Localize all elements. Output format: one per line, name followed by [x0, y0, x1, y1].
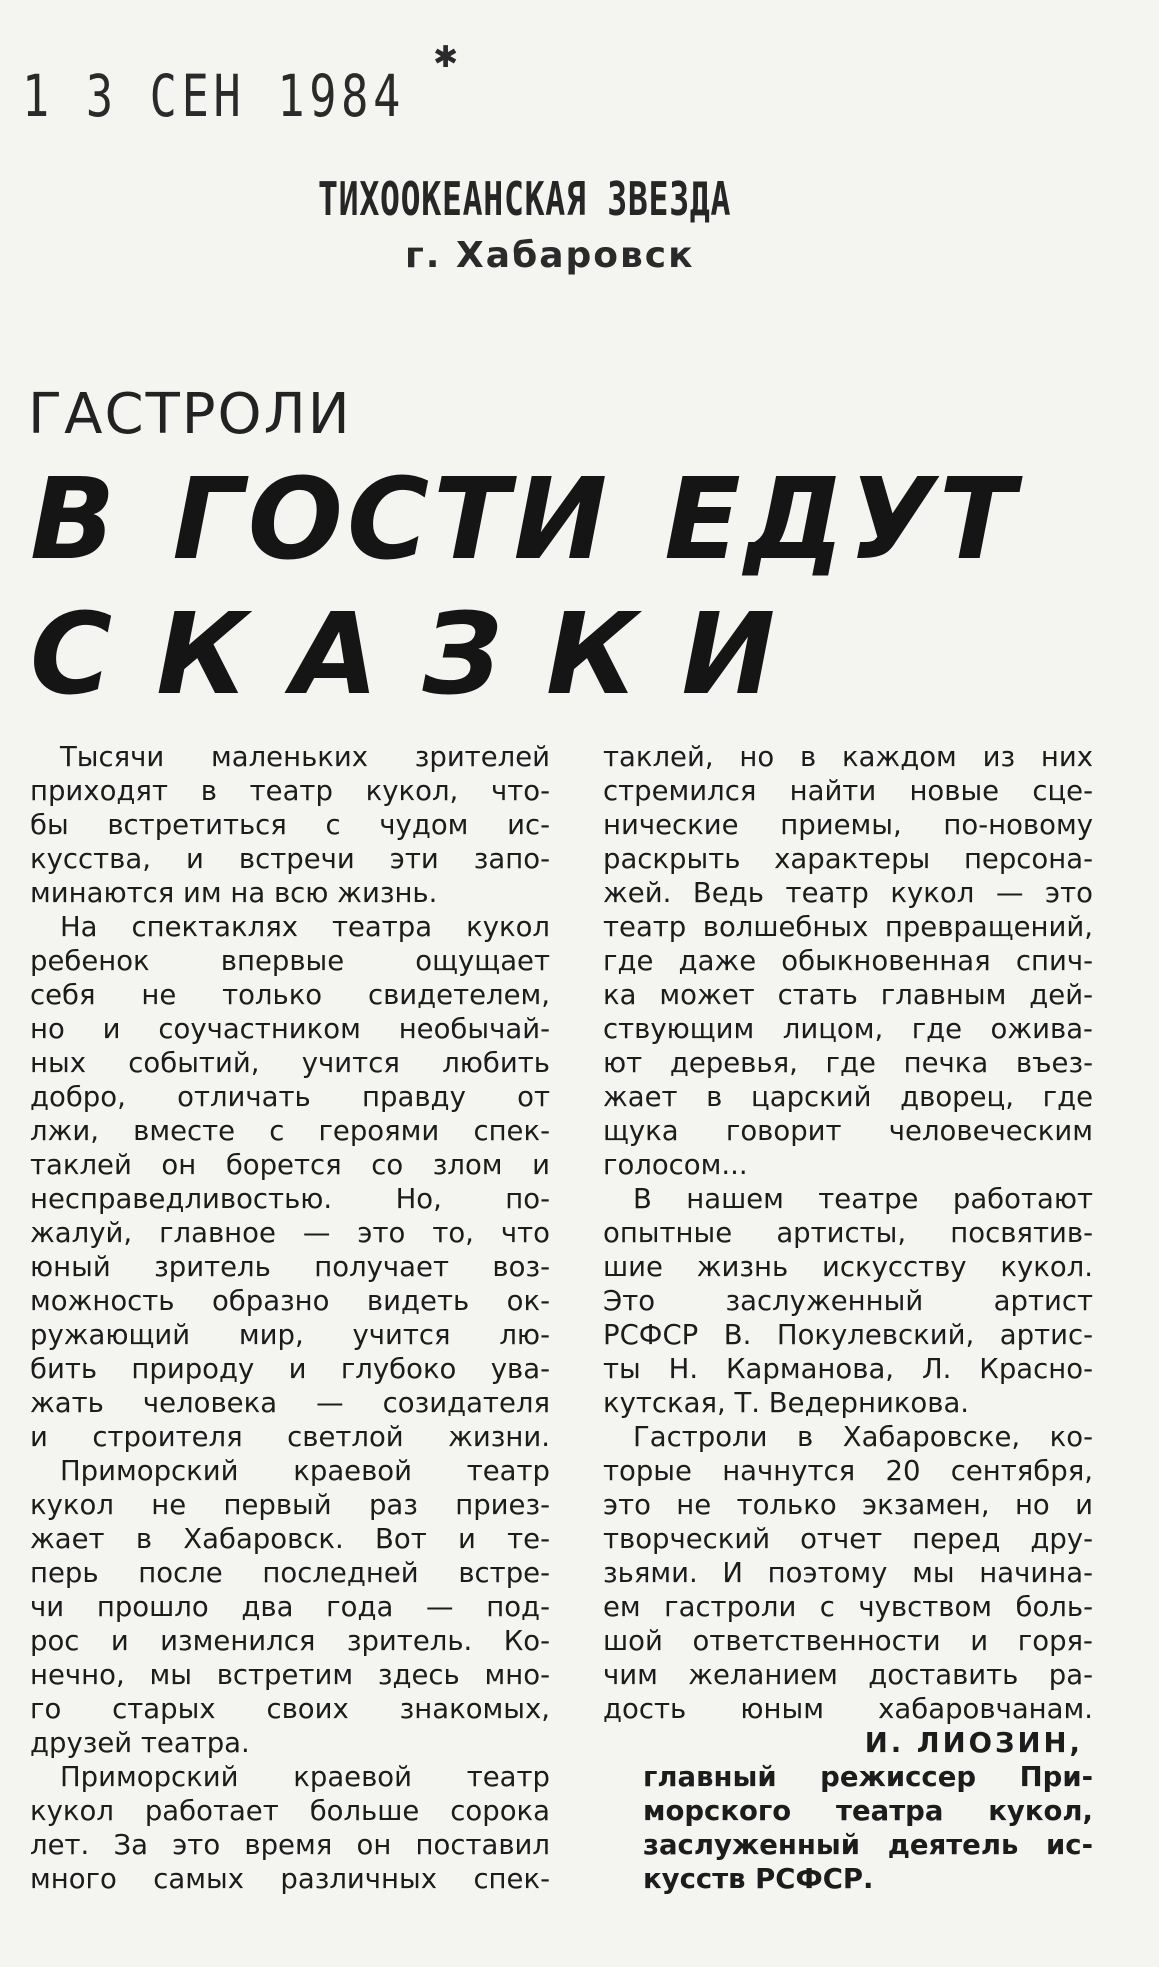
author-title-line: кусств РСФСР.: [643, 1863, 874, 1895]
text-line: ребенок впервые ощущает: [30, 945, 550, 977]
text-line: лжи, вместе с героями спек-: [30, 1115, 550, 1147]
text-line: ружающий мир, учится лю-: [30, 1319, 550, 1351]
text-line: го старых своих знакомых,: [30, 1693, 550, 1725]
text-line: творческий отчет перед дру-: [603, 1523, 1093, 1555]
text-line: чи прошло два года — под-: [30, 1591, 550, 1623]
text-line: Приморский краевой театр: [60, 1761, 550, 1793]
text-line: кусства, и встречи эти запо-: [30, 843, 550, 875]
text-line: нические приемы, по-новому: [603, 809, 1093, 841]
text-line: юный зритель получает воз-: [30, 1251, 550, 1283]
text-line: ем гастроли с чувством боль-: [603, 1591, 1093, 1623]
text-line: ствующим лицом, где ожива-: [603, 1013, 1093, 1045]
date-stamp: 1 3 СЕН 1984: [22, 62, 406, 130]
text-line: опытные артисты, посвятив-: [603, 1217, 1093, 1249]
headline-line-1: В ГОСТИ ЕДУТ: [30, 455, 1020, 585]
article-column-left: [30, 740, 550, 1896]
text-line: раскрыть характеры персона-: [603, 843, 1093, 875]
text-line: друзей театра.: [30, 1727, 250, 1759]
text-line: себя не только свидетелем,: [30, 979, 550, 1011]
text-line: и строителя светлой жизни.: [30, 1421, 550, 1453]
text-line: бить природу и глубоко ува-: [30, 1353, 550, 1385]
author-title-line: заслуженный деятель ис-: [643, 1829, 1093, 1861]
text-line: кукол не первый раз приез-: [30, 1489, 550, 1521]
text-line: ют деревья, где печка въез-: [603, 1047, 1093, 1079]
text-line: жалуй, главное — это то, что: [30, 1217, 550, 1249]
text-line: стремился найти новые сце-: [603, 775, 1093, 807]
author-name: И. ЛИОЗИН,: [864, 1727, 1083, 1759]
text-line: таклей он борется со злом и: [30, 1149, 550, 1181]
text-line: кутская, Т. Ведерникова.: [603, 1387, 970, 1419]
text-line: перь после последней встре-: [30, 1557, 550, 1589]
stamp-star-mark: ✱: [433, 40, 459, 75]
headline-line-2: СКАЗКИ: [30, 590, 820, 720]
text-line: жей. Ведь театр кукол — это: [603, 877, 1093, 909]
text-line: можность образно видеть ок-: [30, 1285, 550, 1317]
text-line: нечно, мы встретим здесь мно-: [30, 1659, 550, 1691]
text-line: таклей, но в каждом из них: [603, 741, 1093, 773]
text-line: бы встретиться с чудом ис-: [30, 809, 550, 841]
text-line: несправедливостью. Но, по-: [30, 1183, 550, 1215]
rubric: ГАСТРОЛИ: [28, 382, 352, 447]
text-line: приходят в театр кукол, что-: [30, 775, 550, 807]
newspaper-stamp: ТИХООКЕАНСКАЯ ЗВЕЗДА: [318, 172, 732, 226]
author-title-line: главный режиссер При-: [643, 1761, 1093, 1793]
text-line: чим желанием доставить ра-: [603, 1659, 1093, 1691]
text-line: ка может стать главным дей-: [603, 979, 1093, 1011]
text-line: минаются им на всю жизнь.: [30, 877, 438, 909]
text-line: В нашем театре работают: [633, 1183, 1093, 1215]
text-line: театр волшебных превращений,: [603, 911, 1093, 943]
author-title-line: морского театра кукол,: [643, 1795, 1093, 1827]
text-line: много самых различных спек-: [30, 1863, 550, 1895]
text-line: зьями. И поэтому мы начина-: [603, 1557, 1093, 1589]
article-column-right: [603, 740, 1093, 1896]
text-line: где даже обыкновенная спич-: [603, 945, 1093, 977]
text-line: жает в царский дворец, где: [603, 1081, 1093, 1113]
text-line: рос и изменился зритель. Ко-: [30, 1625, 550, 1657]
text-line: Тысячи маленьких зрителей: [60, 741, 550, 773]
text-line: шие жизнь искусству кукол.: [603, 1251, 1093, 1283]
text-line: РСФСР В. Покулевский, артис-: [603, 1319, 1093, 1351]
text-line: шой ответственности и горя-: [603, 1625, 1093, 1657]
text-line: кукол работает больше сорока: [30, 1795, 550, 1827]
text-line: лет. За это время он поставил: [30, 1829, 550, 1861]
text-line: но и соучастником необычай-: [30, 1013, 550, 1045]
text-line: ных событий, учится любить: [30, 1047, 550, 1079]
text-line: добро, отличать правду от: [30, 1081, 550, 1113]
text-line: ты Н. Карманова, Л. Красно-: [603, 1353, 1093, 1385]
text-line: щука говорит человеческим: [603, 1115, 1093, 1147]
text-line: дость юным хабаровчанам.: [603, 1693, 1093, 1725]
text-line: голосом...: [603, 1149, 748, 1181]
text-line: Приморский краевой театр: [60, 1455, 550, 1487]
city-stamp: г. Хабаровск: [405, 235, 695, 276]
text-line: Гастроли в Хабаровске, ко-: [633, 1421, 1093, 1453]
text-line: это не только экзамен, но и: [603, 1489, 1093, 1521]
text-line: жает в Хабаровск. Вот и те-: [30, 1523, 550, 1555]
text-line: торые начнутся 20 сентября,: [603, 1455, 1093, 1487]
text-line: жать человека — созидателя: [30, 1387, 550, 1419]
text-line: На спектаклях театра кукол: [60, 911, 550, 943]
text-line: Это заслуженный артист: [603, 1285, 1093, 1317]
